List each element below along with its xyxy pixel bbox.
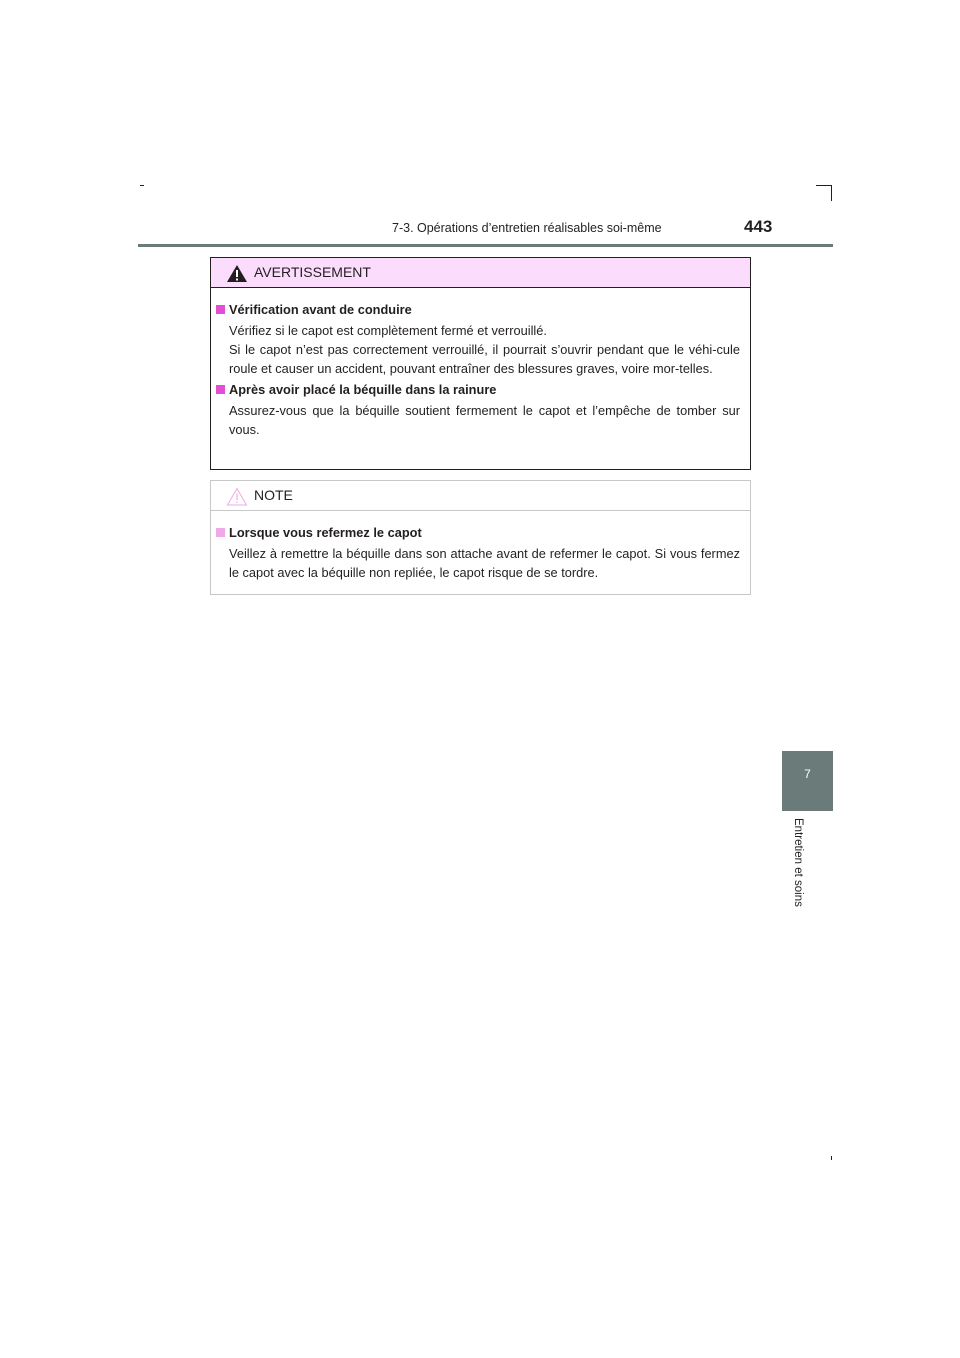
crop-mark <box>816 185 832 186</box>
item-title: Après avoir placé la béquille dans la rainure <box>229 382 497 397</box>
note-label: NOTE <box>254 487 293 503</box>
crop-mark <box>831 185 832 201</box>
caution-triangle-outline-icon <box>226 487 248 506</box>
item-title: Vérification avant de conduire <box>229 302 412 317</box>
chapter-tab[interactable] <box>782 751 833 811</box>
page-number: 443 <box>744 217 773 236</box>
note-header <box>211 481 750 511</box>
bullet-square-icon <box>216 528 225 537</box>
warning-item <box>211 300 750 378</box>
note-item <box>211 523 750 582</box>
crop-mark <box>140 185 144 186</box>
chapter-number: 7 <box>804 767 811 781</box>
bullet-square-icon <box>216 385 225 394</box>
crop-mark <box>831 1156 832 1160</box>
warning-triangle-icon <box>226 264 248 283</box>
item-body: Assurez-vous que la béquille soutient fermement le capot et l’empêche de tomber sur vous. <box>229 403 740 437</box>
warning-box <box>210 257 751 470</box>
item-body: Si le capot n’est pas correctement verrouillé, il pourrait s’ouvrir pendant que le véhi-cule roule et causer un accident, pouvant entraîner des blessures graves, voire mor-telles. <box>229 342 740 376</box>
header-divider <box>138 244 833 247</box>
bullet-square-icon <box>216 305 225 314</box>
warning-item <box>211 380 750 439</box>
warning-header <box>211 258 750 288</box>
warning-label: AVERTISSEMENT <box>254 264 371 280</box>
item-title: Lorsque vous refermez le capot <box>229 525 422 540</box>
chapter-title: Entretien et soins <box>792 818 804 907</box>
section-title: 7-3. Opérations d’entretien réalisables soi-même <box>392 221 662 235</box>
item-body: Vérifiez si le capot est complètement fermé et verrouillé. <box>229 323 547 338</box>
item-body: Veillez à remettre la béquille dans son attache avant de refermer le capot. Si vous fermez le capot avec la béquille non repliée, le capot risque de se tordre. <box>229 546 740 580</box>
note-box <box>210 480 751 595</box>
